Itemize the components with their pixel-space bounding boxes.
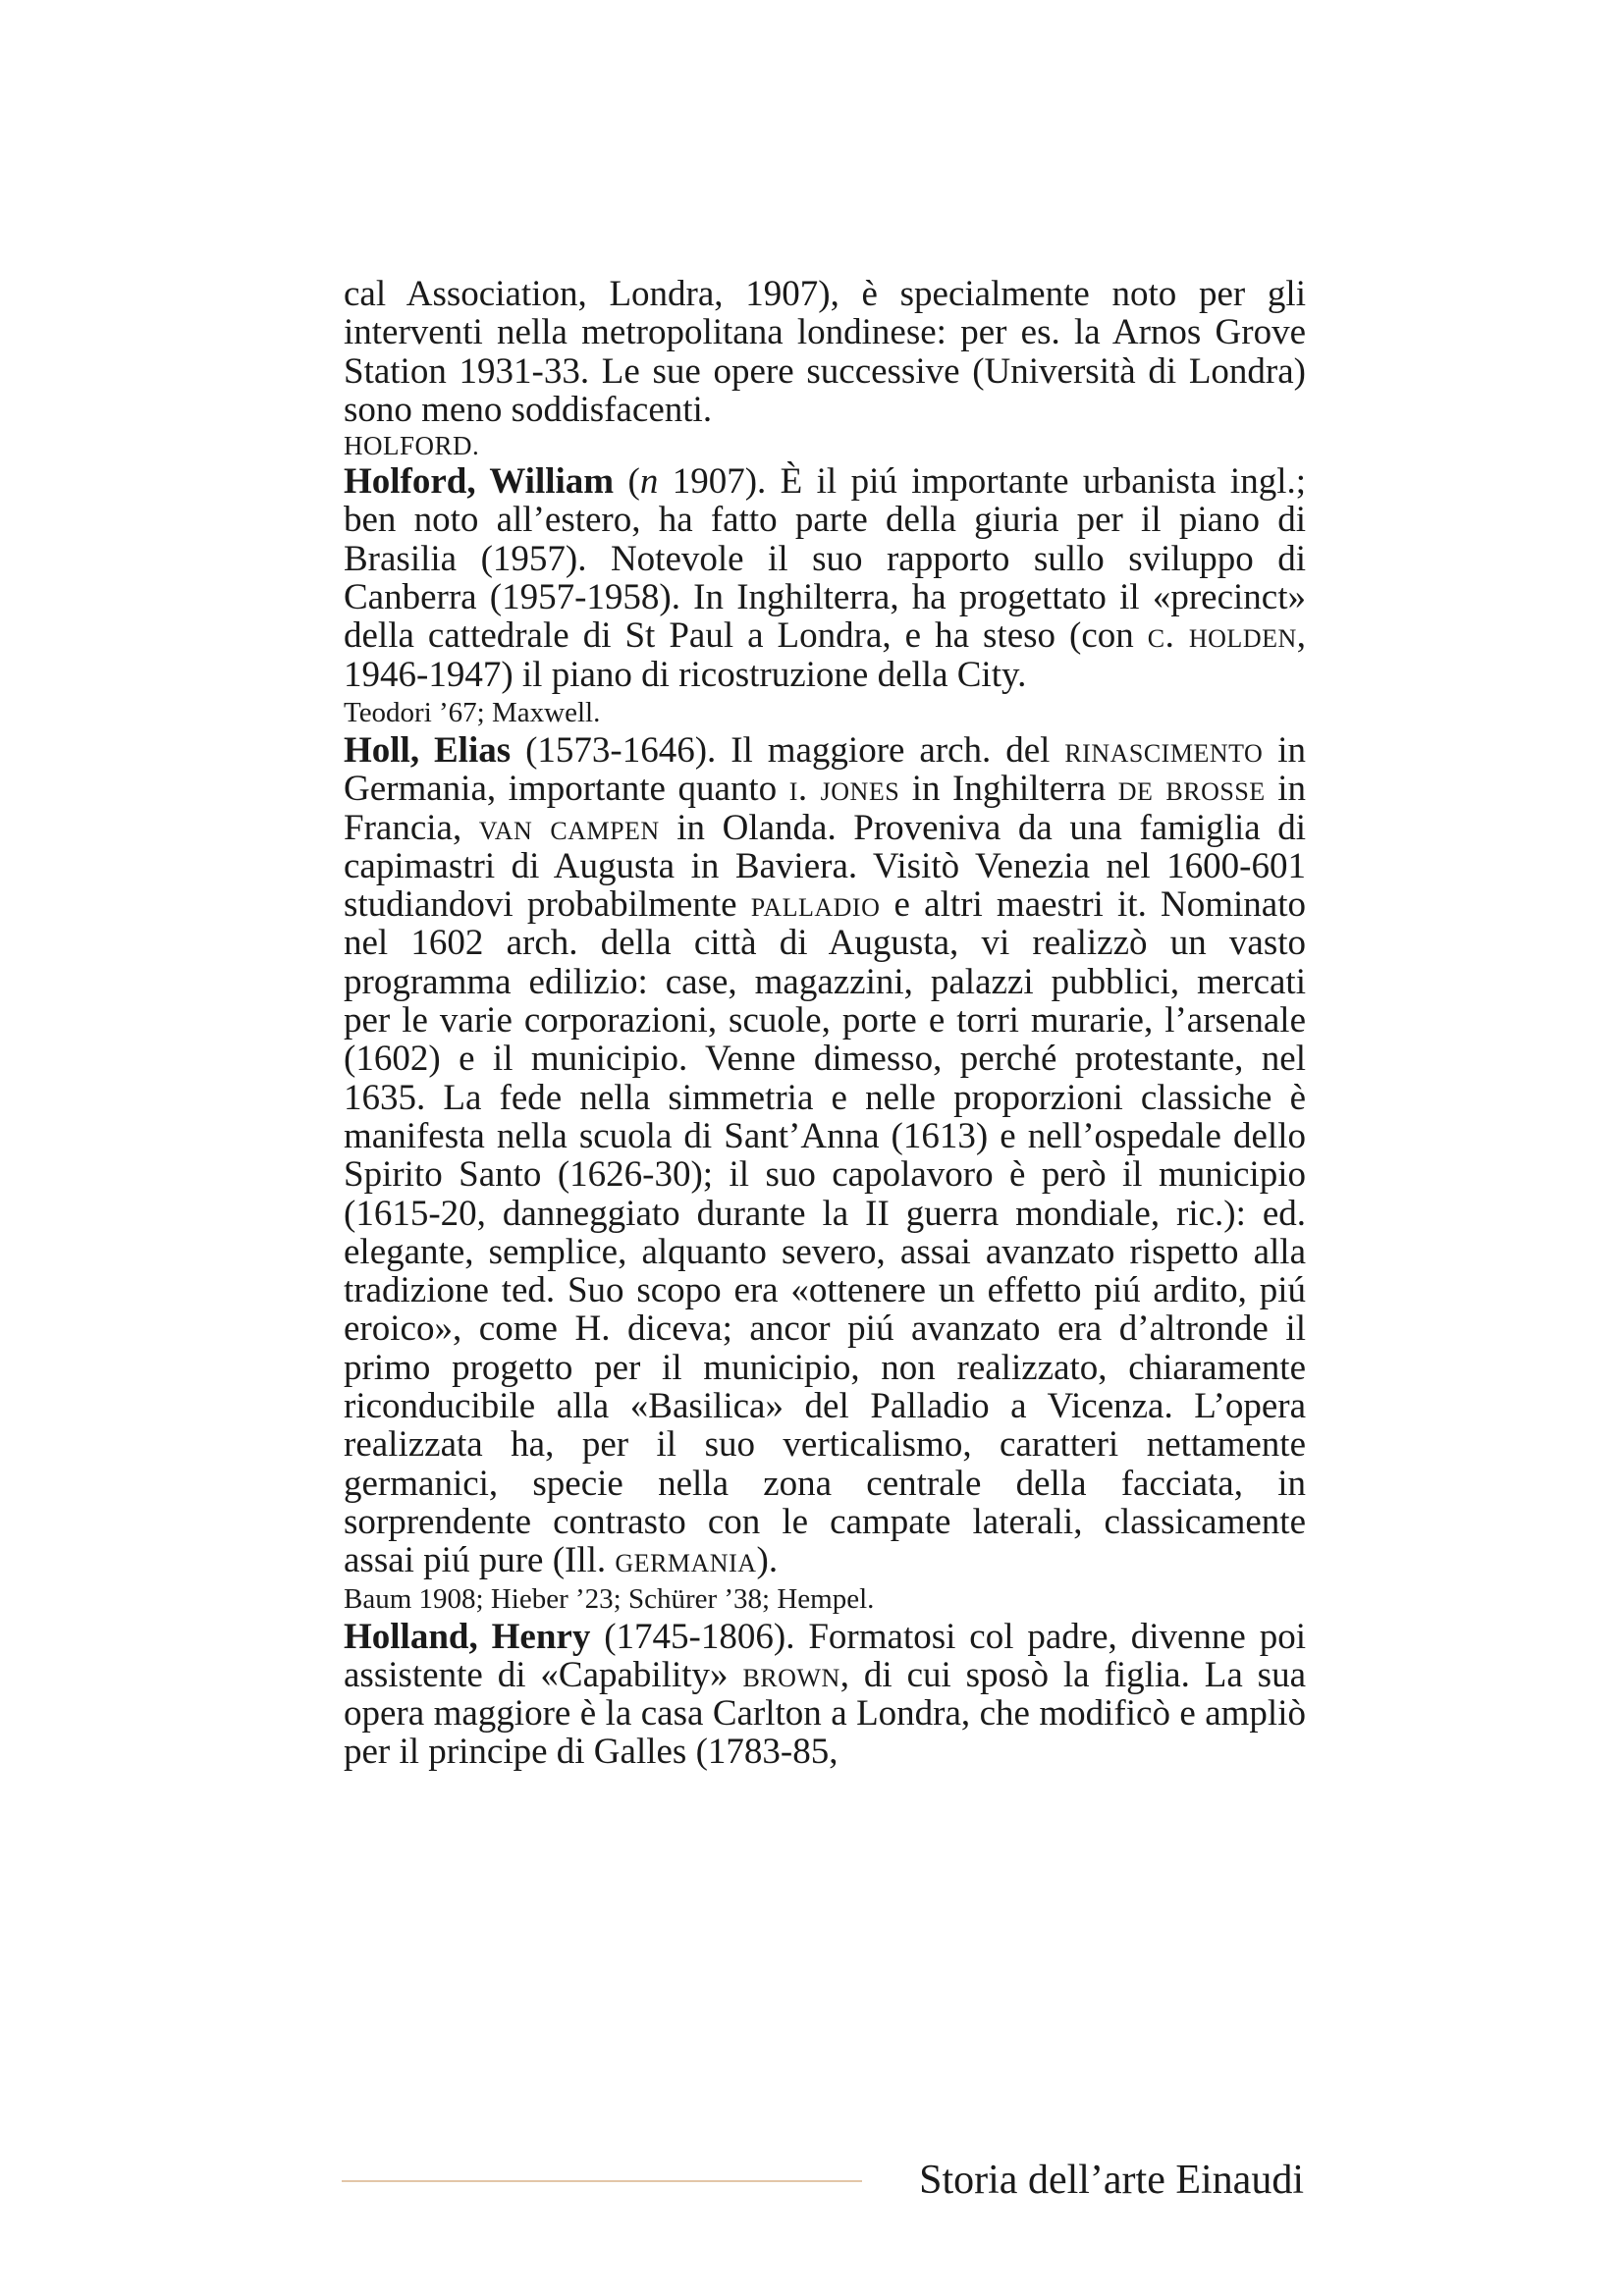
- crossref-rinascimento: rinascimento: [1064, 729, 1264, 771]
- entry-text: in Francia,: [344, 769, 1307, 848]
- entry-holford: [344, 462, 1306, 694]
- crossref-jones: i. jones: [788, 769, 900, 810]
- bibliography-text: Baum 1908; Hieber ’23; Schürer ’38; Hempel.: [344, 1582, 875, 1615]
- entry-text: in Inghilterra: [899, 769, 1118, 810]
- see-also-reference: [344, 429, 1306, 462]
- footer-rule: [342, 2180, 862, 2182]
- crossref-van-campen: van campen: [478, 807, 660, 848]
- entry-dates-rest: 1907).: [658, 461, 767, 503]
- entry-dates: (1745-1806).: [590, 1616, 795, 1657]
- text-column: [344, 275, 1306, 1772]
- crossref-palladio: palladio: [750, 884, 881, 926]
- continuation-text: cal Association, Londra, 1907), è specialmente noto per gli interventi nella metropolitana londinese: per es. la Arnos Grove Station 1931-33. Le sue opere successive (Università di Londra) sono meno soddisfacenti.: [344, 274, 1306, 430]
- bibliography-holford: [344, 694, 1306, 731]
- crossref-brown: brown: [742, 1654, 840, 1695]
- entry-holland: [344, 1618, 1306, 1772]
- entry-text: Formatosi col padre, divenne poi assistente di «Capability»: [344, 1616, 1306, 1695]
- entry-text: , 1946-1947) il piano di ricostruzione della City.: [344, 615, 1306, 695]
- entry-head-holl: Holl, Elias: [344, 729, 512, 771]
- entry-head-holford: Holford, William: [344, 461, 615, 503]
- see-also-holford: HOLFORD.: [344, 431, 480, 461]
- crossref-de-brosse: de brosse: [1117, 769, 1266, 810]
- entry-text: , di cui sposò la figlia. La sua opera maggiore è la casa Carlton a Londra, che modificò e ampliò per il principe di Galles (1783-85,: [344, 1654, 1306, 1773]
- footer-publication: Storia dell’arte Einaudi: [919, 2158, 1304, 2203]
- entry-text: in Olanda. Proveniva da una famiglia di capimastri di Augusta in Baviera. Visitò Venezia nel 1600-601 studiandovi probabilmente: [344, 807, 1306, 926]
- entry-text: in Germania, importante quanto: [344, 729, 1307, 810]
- entry-text: Il maggiore arch. del: [716, 729, 1065, 771]
- entry-text: ).: [756, 1540, 779, 1581]
- entry-dates: (1573-1646).: [511, 729, 717, 771]
- crossref-holden: c. holden: [1147, 615, 1297, 657]
- entry-dates-born: n: [639, 461, 659, 503]
- entry-continuation: [344, 275, 1306, 429]
- crossref-germania: germania: [615, 1540, 757, 1581]
- entry-text: e altri maestri it. Nominato nel 1602 arch. della città di Augusta, vi realizzò un vasto programma edilizio: case, magazzini, palazzi pubblici, mercati per le varie corporazioni, scuole, porte e torri murarie, l’arsenale (1602) e il municipio. Venne dimesso, perché protestante, nel 1635. La fede nella simmetria e nelle proporzioni classiche è manifesta nella scuola di Sant’Anna (1613) e nell’ospedale dello Spirito Santo (1626-30); il suo capolavoro è però il municipio (1615-20, danneggiato durante la II guerra mondiale, ric.): ed. elegante, semplice, alquanto severo, assai avanzato rispetto alla tradizione ted. Suo scopo era «ottenere un effetto piú ardito, piú eroico», come H. diceva; ancor piú avanzato era d’altronde il primo progetto per il municipio, non realizzato, chiaramente riconducibile alla «Basilica» del Palladio a Vicenza. L’opera realizzata ha, per il suo verticalismo, caratteri nettamente germanici, specie nella zona centrale della facciata, in sorprendente contrasto con le campate laterali, classicamente assai piú pure (Ill.: [344, 884, 1306, 1581]
- bibliography-text: Teodori ’67; Maxwell.: [344, 696, 601, 728]
- entry-text: È il piú importante urbanista ingl.; ben noto all’estero, ha fatto parte della giuria per il piano di Brasilia (1957). Notevole il suo rapporto sullo sviluppo di Canberra (1957-1958). In Inghilterra, ha progettato il «precinct» della cattedrale di St Paul a Londra, e ha steso (con: [344, 461, 1307, 657]
- entry-dates-open: (: [627, 461, 640, 503]
- bibliography-holl: [344, 1580, 1306, 1618]
- entry-holl: [344, 731, 1306, 1580]
- entry-head-holland: Holland, Henry: [344, 1616, 591, 1657]
